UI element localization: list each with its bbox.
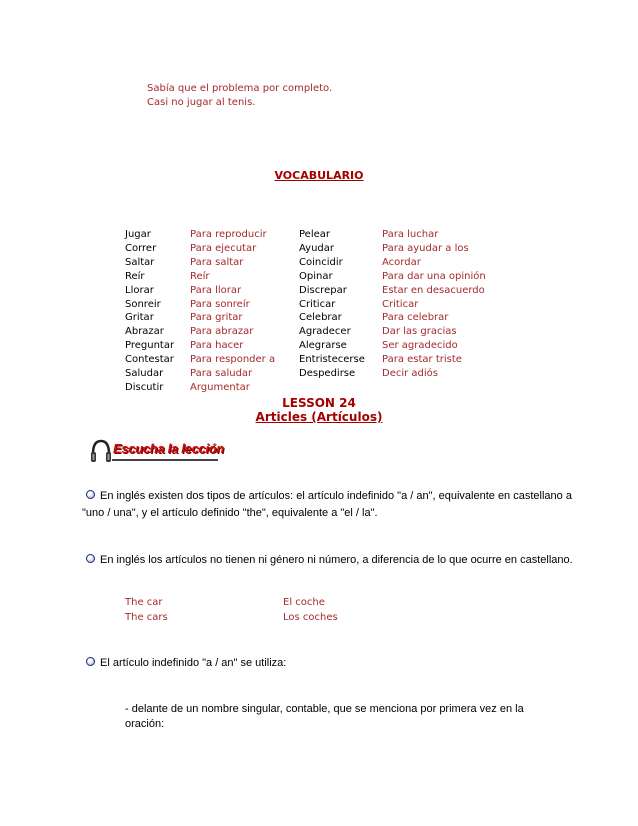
intro-line-1: Sabía que el problema por completo. [147, 83, 333, 94]
bullet-text: En inglés existen dos tipos de artículos: el artículo indefinido "a / an", equivalente en castellano a [100, 490, 572, 502]
vocab-cell-word: Saltar [125, 256, 155, 268]
vocab-cell-word: Llorar [125, 284, 154, 296]
usage-line-1: - delante de un nombre singular, contable, que se menciona por primera vez en la [125, 703, 524, 715]
vocab-cell-word2: Agradecer [299, 326, 351, 338]
vocab-cell-meaning: Para llorar [190, 284, 242, 296]
vocab-cell-meaning: Para reproducir [190, 229, 267, 240]
vocab-cell-meaning: Para ejecutar [190, 242, 257, 254]
vocab-cell-meaning: Para saltar [190, 256, 244, 268]
lesson-title: LESSON 24 [282, 396, 356, 410]
vocab-cell-word: Jugar [125, 229, 151, 240]
vocab-cell-word: Abrazar [125, 326, 164, 338]
intro-line-2: Casi no jugar al tenis. [147, 97, 256, 108]
banner-underline [112, 459, 218, 461]
vocab-cell-word2: Discrepar [299, 284, 347, 296]
vocab-cell-meaning2: Dar las gracias [382, 326, 457, 338]
vocab-cell-meaning2: Para luchar [382, 229, 439, 240]
vocab-cell-word: Discutir [125, 381, 164, 393]
vocab-cell-meaning2: Para celebrar [382, 312, 449, 324]
vocab-cell-word: Gritar [125, 312, 154, 324]
vocab-cell-word: Sonreir [125, 298, 161, 310]
vocab-cell-word: Saludar [125, 368, 164, 379]
vocab-cell-meaning: Para gritar [190, 312, 243, 324]
vocab-cell-word2: Despedirse [299, 368, 356, 379]
vocab-cell-meaning2: Estar en desacuerdo [382, 284, 485, 296]
vocab-cell-meaning: Para responder a [190, 354, 276, 366]
vocab-cell-meaning2: Para dar una opinión [382, 270, 486, 282]
vocab-cell-meaning: Argumentar [190, 381, 250, 393]
vocab-cell-meaning2: Ser agradecido [382, 340, 458, 352]
vocab-cell-meaning: Para abrazar [190, 326, 254, 338]
vocab-cell-word2: Ayudar [299, 242, 335, 254]
headphones-icon [90, 438, 112, 464]
vocab-cell-meaning2: Decir adiós [382, 368, 439, 379]
vocab-cell-word2: Criticar [299, 298, 336, 310]
bullet-item-indefinite-usage [86, 655, 286, 671]
vocab-cell-word2: Opinar [299, 270, 333, 282]
vocab-cell-word: Preguntar [125, 340, 175, 352]
vocab-cell-meaning2: Para estar triste [382, 354, 462, 366]
vocab-cell-word2: Entristecerse [299, 354, 365, 366]
bullet-item-articles-types [86, 488, 572, 504]
vocab-cell-meaning: Para saludar [190, 368, 253, 379]
vocab-cell-word2: Celebrar [299, 312, 342, 324]
vocab-cell-meaning2: Acordar [382, 256, 421, 268]
vocab-cell-word: Contestar [125, 354, 174, 366]
example-en-1: The car [125, 597, 163, 608]
vocabulary-heading: VOCABULARIO [274, 169, 364, 182]
example-en-2: The cars [125, 612, 168, 623]
example-es-1: El coche [283, 597, 325, 608]
vocab-cell-meaning2: Criticar [382, 298, 419, 310]
example-es-2: Los coches [283, 612, 338, 623]
vocab-cell-word2: Alegrarse [299, 340, 347, 352]
vocab-cell-word: Reír [125, 270, 145, 282]
vocab-cell-meaning: Para hacer [190, 340, 244, 352]
bullet-text: El artículo indefinido "a / an" se utiliza: [100, 657, 287, 669]
listen-lesson-label: Escucha la lección [113, 441, 224, 456]
lesson-subtitle: Articles (Artículos) [255, 410, 383, 424]
bullet-item-gender-number [86, 552, 573, 568]
vocab-cell-word2: Pelear [299, 229, 330, 240]
bullet-icon [86, 490, 95, 499]
listen-lesson-banner[interactable] [90, 438, 224, 464]
vocab-cell-meaning2: Para ayudar a los [382, 242, 469, 254]
bullet-icon [86, 657, 95, 666]
bullet-icon [86, 554, 95, 563]
vocab-cell-meaning: Para sonreír [190, 298, 250, 310]
usage-line-2: oración: [125, 718, 165, 730]
vocab-cell-word2: Coincidir [299, 256, 343, 268]
bullet-text: En inglés los artículos no tienen ni género ni número, a diferencia de lo que ocurre en castellano. [100, 554, 573, 566]
vocab-cell-word: Correr [125, 242, 157, 254]
vocab-cell-meaning: Reír [190, 270, 210, 282]
bullet-item-articles-types-cont: "uno / una", y el artículo definido "the", equivalente a "el / la". [82, 507, 378, 519]
